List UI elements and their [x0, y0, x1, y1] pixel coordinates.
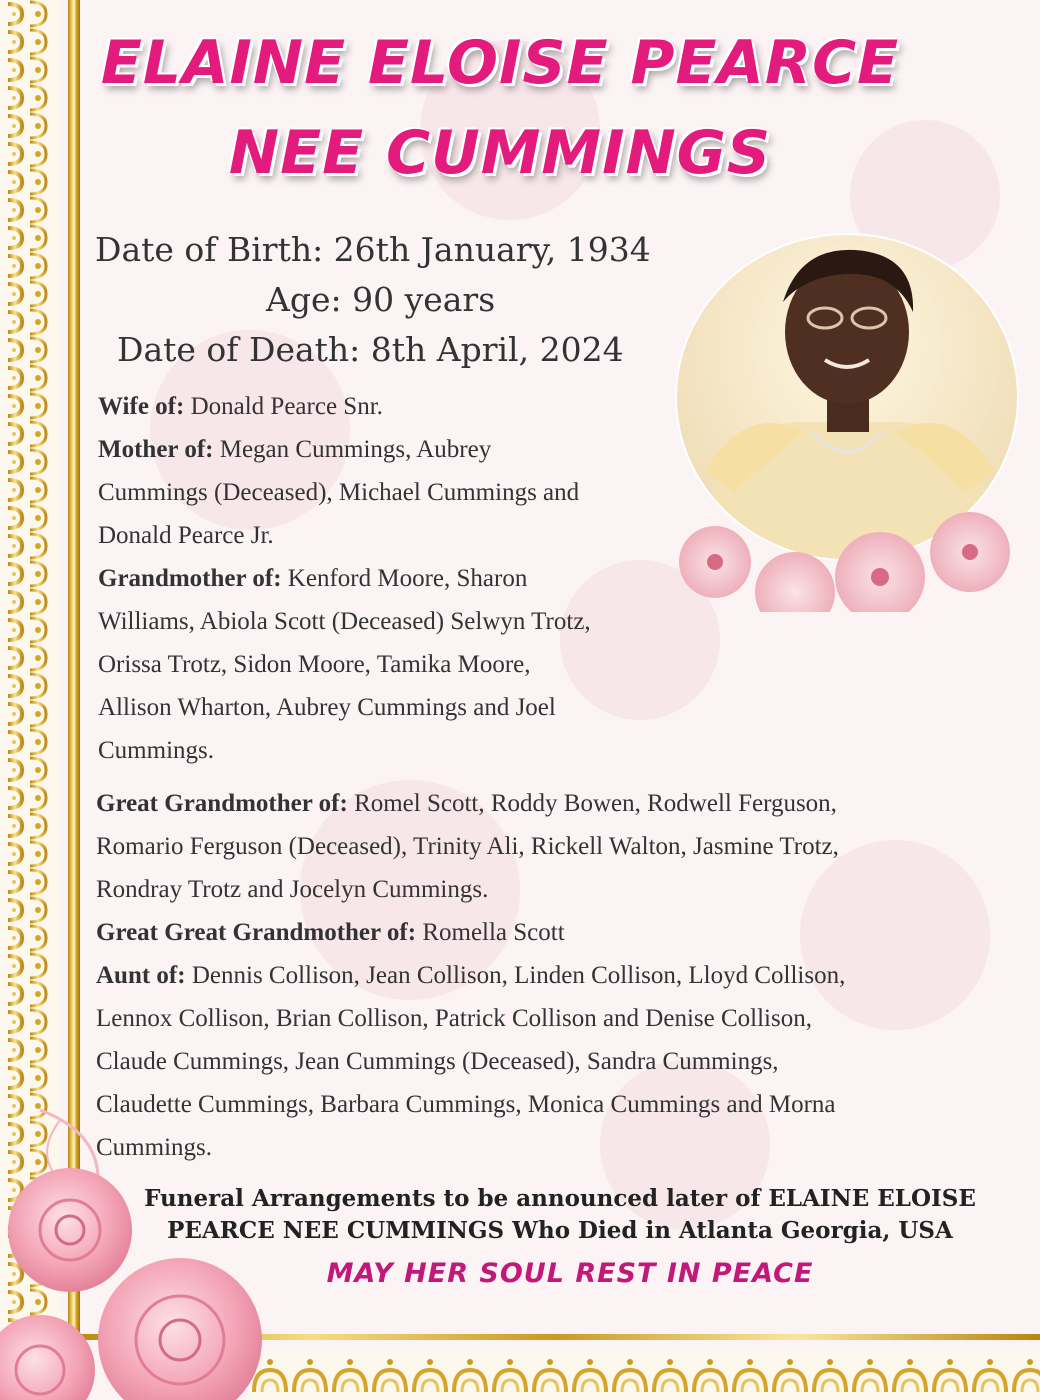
- aunt-of-line: Claude Cummings, Jean Cummings (Deceased), Sandra Cummings,: [96, 1048, 779, 1075]
- aunt-of-line: Lennox Collison, Brian Collison, Patrick Collison and Denise Collison,: [96, 1005, 812, 1032]
- aunt-of-label: Aunt of:: [96, 962, 186, 989]
- great-grandmother-of-label: Great Grandmother of:: [96, 790, 348, 817]
- portrait-photo: [675, 232, 1020, 612]
- great-great-grandmother-of-line: [96, 911, 565, 954]
- mother-of-label: Mother of:: [98, 436, 214, 463]
- mother-of-block: [98, 428, 579, 557]
- date-of-death: Date of Death: 8th April, 2024: [117, 330, 624, 369]
- grandmother-of-label: Grandmother of:: [98, 565, 282, 592]
- great-grandmother-of-line: Romario Ferguson (Deceased), Trinity Ali, Rickell Walton, Jasmine Trotz,: [96, 833, 839, 860]
- funeral-notice-line: PEARCE NEE CUMMINGS Who Died in Atlanta Georgia, USA: [167, 1217, 953, 1244]
- great-grandmother-of-block: [96, 782, 839, 911]
- date-of-birth: Date of Birth: 26th January, 1934: [95, 230, 651, 269]
- funeral-notice: [80, 1183, 1040, 1247]
- great-great-grandmother-of-text: Romella Scott: [422, 919, 565, 946]
- grandmother-of-line: Orissa Trotz, Sidon Moore, Tamika Moore,: [98, 651, 531, 678]
- ornamental-bottom-border: [250, 1352, 1040, 1400]
- grandmother-of-line: Williams, Abiola Scott (Deceased) Selwyn Trotz,: [98, 608, 591, 635]
- aunt-of-line: Cummings.: [96, 1134, 212, 1161]
- grandmother-of-block: [98, 557, 591, 772]
- pink-rose-icon: [0, 1100, 320, 1400]
- wife-of-label: Wife of:: [98, 393, 185, 420]
- mother-of-line: Donald Pearce Jr.: [98, 522, 274, 549]
- great-grandmother-of-line: Romel Scott, Roddy Bowen, Rodwell Ferguson,: [354, 790, 837, 817]
- mother-of-line: Megan Cummings, Aubrey: [219, 436, 492, 463]
- grandmother-of-line: Cummings.: [98, 737, 214, 764]
- aunt-of-line: Dennis Collison, Jean Collison, Linden Collison, Lloyd Collison,: [191, 962, 846, 989]
- grandmother-of-line: Allison Wharton, Aubrey Cummings and Joel: [98, 694, 556, 721]
- aunt-of-line: Claudette Cummings, Barbara Cummings, Monica Cummings and Morna: [96, 1091, 836, 1118]
- great-great-grandmother-of-label: Great Great Grandmother of:: [96, 919, 417, 946]
- grandmother-of-line: Kenford Moore, Sharon: [287, 565, 528, 592]
- age: Age: 90 years: [266, 280, 496, 319]
- wife-of-text: Donald Pearce Snr.: [190, 393, 383, 420]
- great-grandmother-of-line: Rondray Trotz and Jocelyn Cummings.: [96, 876, 489, 903]
- funeral-notice-line: Funeral Arrangements to be announced later of ELAINE ELOISE: [144, 1185, 976, 1212]
- mother-of-line: Cummings (Deceased), Michael Cummings and: [98, 479, 580, 506]
- rest-in-peace-text: MAY HER SOUL REST IN PEACE: [326, 1258, 814, 1289]
- name-title-line-1: ELAINE ELOISE PEARCE: [100, 28, 900, 98]
- name-title-line-2: NEE CUMMINGS: [228, 118, 772, 188]
- wife-of-line: [98, 385, 383, 428]
